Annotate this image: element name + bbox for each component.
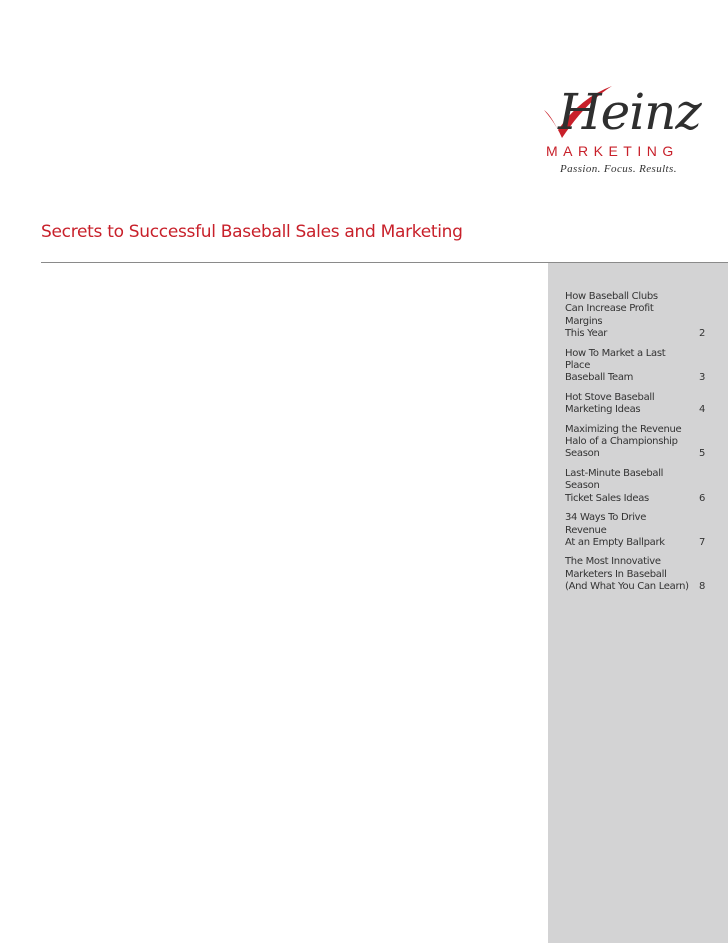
toc-item-title-line: Season — [565, 448, 600, 460]
document-title: Secrets to Successful Baseball Sales and Marketing — [41, 222, 463, 242]
toc-item-title-line: Halo of a Championship — [565, 436, 678, 448]
toc-item-title-line: Last-Minute Baseball Season — [565, 467, 664, 492]
heinz-marketing-logo — [536, 80, 701, 180]
toc-item-title-line: Hot Stove Baseball — [565, 391, 655, 403]
logo-wordmark: Heinz — [558, 83, 701, 141]
toc-page-number: 7 — [698, 536, 705, 548]
toc-item-title-line: Maximizing the Revenue — [565, 423, 682, 435]
toc-item-title-line: At an Empty Ballpark — [565, 536, 665, 548]
table-of-contents — [565, 291, 705, 601]
toc-page-number: 2 — [698, 328, 705, 340]
logo-tagline: Passion. Focus. Results. — [560, 163, 677, 175]
toc-item-title-line: How Baseball Clubs — [565, 291, 658, 302]
toc-page-number: 6 — [698, 492, 705, 504]
toc-item-title-line: (And What You Can Learn) — [565, 581, 689, 593]
toc-item[interactable] — [565, 392, 705, 417]
toc-item[interactable] — [565, 424, 705, 461]
toc-page-number: 3 — [698, 372, 705, 384]
toc-item-title-line: Can Increase Profit Margins — [565, 303, 654, 327]
toc-item-title-line: Ticket Sales Ideas — [565, 492, 649, 504]
logo-subtitle: MARKETING — [546, 143, 679, 159]
toc-page-number: 4 — [698, 404, 705, 416]
toc-item[interactable] — [565, 512, 705, 549]
toc-item-title-line: How To Market a Last Place — [565, 347, 666, 372]
toc-item-title-line: 34 Ways To Drive Revenue — [565, 512, 647, 536]
toc-item[interactable] — [565, 291, 705, 341]
toc-page-number: 5 — [698, 448, 705, 460]
toc-page-number: 8 — [698, 581, 705, 593]
toc-item-title-line: Baseball Team — [565, 372, 634, 384]
toc-item-title-line: This Year — [565, 328, 608, 340]
toc-item-title-line: Marketers In Baseball — [565, 568, 667, 580]
toc-item[interactable] — [565, 556, 705, 593]
toc-item[interactable] — [565, 348, 705, 385]
toc-item[interactable] — [565, 468, 705, 505]
toc-item-title-line: The Most Innovative — [565, 556, 661, 568]
toc-item-title-line: Marketing Ideas — [565, 404, 641, 416]
